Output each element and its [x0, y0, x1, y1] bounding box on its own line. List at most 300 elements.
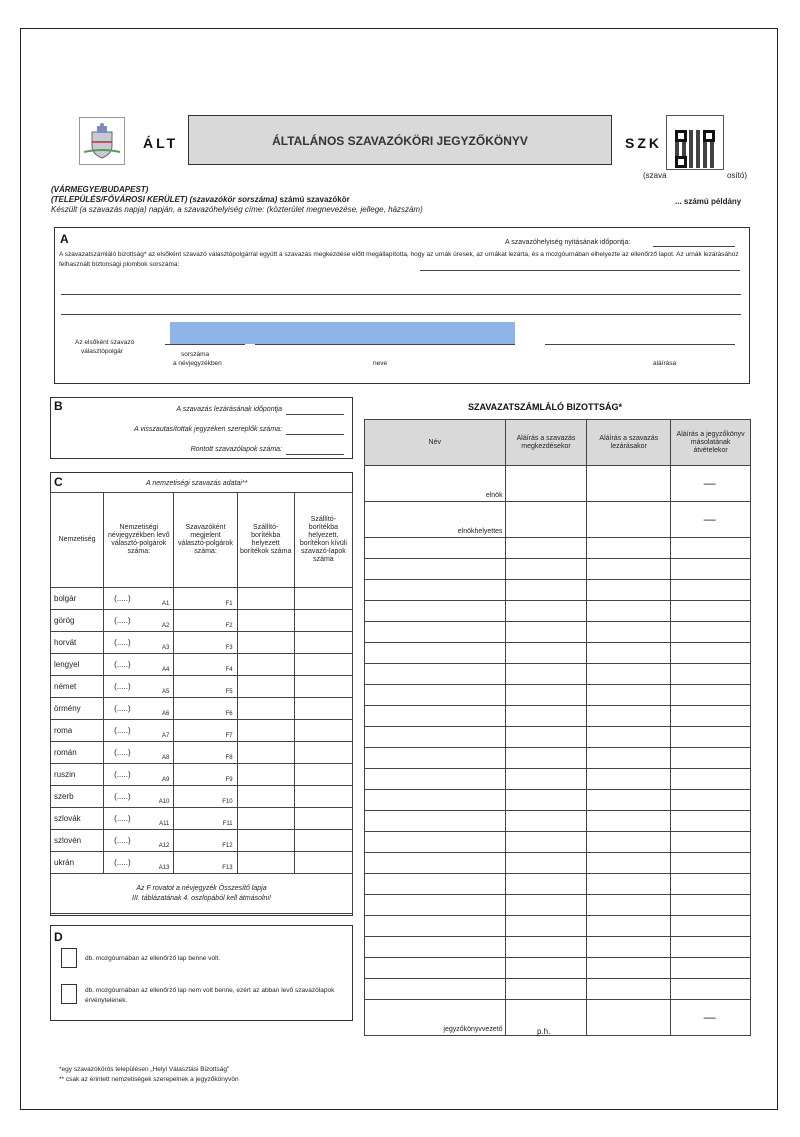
committee-row	[365, 1000, 751, 1036]
member-name-field[interactable]	[365, 727, 506, 748]
sign-copy-field[interactable]	[671, 685, 751, 706]
d-item-1: db. mozgóurnában az ellenőrző lap benne volt.	[85, 955, 221, 962]
c-header-loose-ballots: Szállító-borítékba helyezett, borítékon kívüli szavazó-lapok száma	[294, 493, 352, 588]
sign-copy-field[interactable]	[671, 748, 751, 769]
c-header-registered: Nemzetiségi névjegyzékben levő választó-polgárok száma:	[104, 493, 174, 588]
member-name-field[interactable]	[365, 832, 506, 853]
registered-dots: (.....)	[114, 659, 131, 669]
header-left-code: ÁLT	[143, 135, 179, 151]
sign-close-field[interactable]	[587, 979, 671, 1000]
sign-close-field[interactable]	[587, 937, 671, 958]
member-name-field[interactable]	[365, 664, 506, 685]
sign-start-field[interactable]	[505, 895, 587, 916]
registered-code: A8	[162, 755, 170, 761]
member-name-field[interactable]	[365, 538, 506, 559]
sign-copy-field[interactable]	[671, 580, 751, 601]
registered-dots: (.....)	[114, 637, 131, 647]
appeared-code: F7	[225, 733, 233, 739]
envelopes-count-field[interactable]	[237, 720, 294, 742]
appeared-count-field[interactable]	[174, 588, 237, 610]
document-page	[20, 28, 778, 1110]
col-number-label-1: sorszáma	[181, 351, 210, 358]
loose-ballots-count-field[interactable]	[294, 698, 352, 720]
header-right-code: SZK	[625, 135, 662, 151]
b-rejected-label: A visszautasítottak jegyzéken szereplők száma:	[134, 426, 282, 433]
b-closing-time-label: A szavazás lezárásának időpontja	[176, 406, 282, 413]
sign-start-field[interactable]	[505, 502, 587, 538]
sign-close-field[interactable]	[587, 706, 671, 727]
sign-close-field[interactable]	[587, 685, 671, 706]
nationality-name: ruszin	[51, 764, 104, 786]
committee-row	[365, 502, 751, 538]
committee-row	[365, 790, 751, 811]
registered-dots: (.....)	[114, 681, 131, 691]
qr-box	[666, 115, 724, 170]
section-a-letter: A	[60, 232, 69, 246]
sign-start-field[interactable]	[505, 916, 587, 937]
committee-row	[365, 706, 751, 727]
first-voter-signature-field[interactable]	[545, 344, 735, 345]
nationality-row	[51, 720, 353, 742]
sign-close-field[interactable]	[587, 1000, 671, 1036]
nationality-name: román	[51, 742, 104, 764]
envelopes-count-field[interactable]	[237, 808, 294, 830]
sign-close-field[interactable]	[587, 601, 671, 622]
appeared-count-field[interactable]	[174, 654, 237, 676]
sign-start-field[interactable]	[505, 937, 587, 958]
registered-count-field[interactable]	[104, 654, 174, 676]
role-chair: elnök	[485, 492, 503, 499]
sign-close-field[interactable]	[587, 958, 671, 979]
nationality-name: görög	[51, 610, 104, 632]
section-c-title: A nemzetiségi szavazás adatai**	[146, 480, 248, 487]
registered-code: A7	[162, 733, 170, 739]
col-signature-label: aláírása	[653, 360, 677, 367]
sign-close-field[interactable]	[587, 790, 671, 811]
committee-row	[365, 937, 751, 958]
loose-ballots-count-field[interactable]	[294, 742, 352, 764]
intro-made-on: Készült (a szavazás napja) napján, a szavazóhelyiség címe: (közterület megnevezése, jellege, házszám)	[51, 205, 423, 214]
member-name-field[interactable]	[365, 706, 506, 727]
registered-dots: (.....)	[114, 615, 131, 625]
committee-rows	[365, 466, 751, 1036]
stamp-label: p.h.	[537, 1027, 551, 1036]
appeared-code: F2	[225, 623, 233, 629]
nationality-row	[51, 698, 353, 720]
section-d-letter: D	[54, 930, 63, 944]
sign-start-field[interactable]	[505, 979, 587, 1000]
registered-code: A4	[162, 667, 170, 673]
appeared-code: F9	[225, 777, 233, 783]
registered-count-field[interactable]	[104, 742, 174, 764]
committee-row	[365, 895, 751, 916]
sign-copy-dash: —	[671, 466, 751, 502]
intro-settlement: (TELEPÜLÉS/FŐVÁROSI KERÜLET) (szavazókör sorszáma)	[51, 195, 278, 204]
appeared-count-field[interactable]	[174, 786, 237, 808]
sign-start-field[interactable]	[505, 832, 587, 853]
member-name-field[interactable]	[365, 1000, 506, 1036]
registered-count-field[interactable]	[104, 676, 174, 698]
sign-start-field[interactable]	[505, 811, 587, 832]
registered-dots: (.....)	[114, 857, 131, 867]
member-name-field[interactable]	[365, 466, 506, 502]
committee-row	[365, 769, 751, 790]
loose-ballots-count-field[interactable]	[294, 786, 352, 808]
copy-number-label: ... számú példány	[675, 197, 742, 206]
seal-numbers-line-3[interactable]	[61, 314, 741, 315]
member-name-field[interactable]	[365, 979, 506, 1000]
first-voter-label-1: Az elsőként szavazó	[75, 339, 135, 346]
nationality-row	[51, 610, 353, 632]
registered-code: A10	[158, 799, 170, 805]
appeared-count-field[interactable]	[174, 632, 237, 654]
appeared-code: F13	[222, 865, 233, 871]
sign-close-field[interactable]	[587, 895, 671, 916]
b-rejected-field[interactable]	[286, 434, 344, 435]
nationality-name: szerb	[51, 786, 104, 808]
appeared-code: F5	[225, 689, 233, 695]
registered-count-field[interactable]	[104, 830, 174, 852]
section-a-body: A szavazatszámláló bizottság* az elsőként szavazó választópolgárral együtt a szavazás megkezdése előtt megállapította, hogy az urnák üresek, az urnákat lezárta, és a mozgóurnában elhelyezte az ellenőrző lapot. Az urnák lezárásához felhasznált biztonsági plombok sorszáma:	[59, 251, 739, 268]
sign-close-field[interactable]	[587, 727, 671, 748]
loose-ballots-count-field[interactable]	[294, 852, 352, 874]
sign-start-field[interactable]	[505, 580, 587, 601]
opening-time-field[interactable]	[653, 246, 735, 247]
sign-close-field[interactable]	[587, 916, 671, 937]
registered-count-field[interactable]	[104, 632, 174, 654]
committee-title: SZAVAZATSZÁMLÁLÓ BIZOTTSÁG*	[468, 402, 622, 412]
sign-start-field[interactable]	[505, 853, 587, 874]
member-name-field[interactable]	[365, 685, 506, 706]
nationality-row	[51, 808, 353, 830]
sign-start-field[interactable]	[505, 466, 587, 502]
qr-caption-right: osító)	[727, 171, 748, 180]
sign-copy-field[interactable]	[671, 979, 751, 1000]
nationality-rows	[51, 588, 353, 874]
registered-code: A13	[158, 865, 170, 871]
registered-dots: (.....)	[114, 835, 131, 845]
envelopes-count-field[interactable]	[237, 676, 294, 698]
member-name-field[interactable]	[365, 769, 506, 790]
nationality-name: horvát	[51, 632, 104, 654]
committee-row	[365, 727, 751, 748]
sign-copy-field[interactable]	[671, 958, 751, 979]
redacted-voter-name	[170, 322, 515, 344]
sign-close-field[interactable]	[587, 622, 671, 643]
member-name-field[interactable]	[365, 811, 506, 832]
nationality-row	[51, 830, 353, 852]
nationality-row	[51, 742, 353, 764]
registered-dots: (.....)	[114, 703, 131, 713]
member-name-field[interactable]	[365, 643, 506, 664]
member-name-field[interactable]	[365, 874, 506, 895]
header-title: ÁLTALÁNOS SZAVAZÓKÖRI JEGYZŐKÖNYV	[272, 134, 528, 148]
sign-copy-field[interactable]	[671, 811, 751, 832]
sign-close-field[interactable]	[587, 664, 671, 685]
footnote-2: ** csak az érintett nemzetiségek szerepelnek a jegyzőkönyvön	[59, 1076, 239, 1083]
sign-close-field[interactable]	[587, 769, 671, 790]
sign-copy-field[interactable]	[671, 874, 751, 895]
sign-start-field[interactable]	[505, 706, 587, 727]
committee-table	[364, 419, 751, 1036]
sign-copy-field[interactable]	[671, 790, 751, 811]
coat-of-arms-logo	[79, 117, 125, 165]
committee-row	[365, 916, 751, 937]
envelopes-count-field[interactable]	[237, 830, 294, 852]
sign-start-field[interactable]	[505, 874, 587, 895]
member-name-field[interactable]	[365, 790, 506, 811]
sign-start-field[interactable]	[505, 538, 587, 559]
seal-numbers-field[interactable]	[420, 270, 740, 271]
appeared-count-field[interactable]	[174, 808, 237, 830]
loose-ballots-count-field[interactable]	[294, 676, 352, 698]
qr-caption-left: (szava	[643, 171, 667, 180]
member-name-field[interactable]	[365, 916, 506, 937]
registered-count-field[interactable]	[104, 698, 174, 720]
envelopes-count-field[interactable]	[237, 764, 294, 786]
sign-copy-field[interactable]	[671, 937, 751, 958]
registered-count-field[interactable]	[104, 852, 174, 874]
nationality-row	[51, 764, 353, 786]
member-name-field[interactable]	[365, 580, 506, 601]
sign-close-field[interactable]	[587, 643, 671, 664]
appeared-code: F6	[225, 711, 233, 717]
appeared-count-field[interactable]	[174, 852, 237, 874]
sign-start-field[interactable]	[505, 748, 587, 769]
sign-copy-field[interactable]	[671, 706, 751, 727]
committee-row	[365, 853, 751, 874]
nationality-name: lengyel	[51, 654, 104, 676]
committee-row	[365, 958, 751, 979]
member-name-field[interactable]	[365, 895, 506, 916]
registered-code: A3	[162, 645, 170, 651]
loose-ballots-count-field[interactable]	[294, 610, 352, 632]
sign-copy-field[interactable]	[671, 601, 751, 622]
section-a	[54, 227, 750, 384]
intro-settlement-line	[51, 195, 350, 205]
b-spoiled-label: Rontott szavazólapok száma:	[190, 446, 282, 453]
registered-count-field[interactable]	[104, 786, 174, 808]
nationality-table	[50, 492, 353, 914]
appeared-count-field[interactable]	[174, 676, 237, 698]
member-name-field[interactable]	[365, 559, 506, 580]
registered-code: A5	[162, 689, 170, 695]
sign-copy-field[interactable]	[671, 916, 751, 937]
s-header-copy: Aláírás a jegyzőkönyv másolatának átvételekor	[671, 420, 751, 466]
sign-close-field[interactable]	[587, 502, 671, 538]
committee-row	[365, 643, 751, 664]
appeared-code: F1	[225, 601, 233, 607]
c-header-appeared: Szavazóként megjelent választó-polgárok száma:	[174, 493, 237, 588]
member-name-field[interactable]	[365, 853, 506, 874]
sign-copy-field[interactable]	[671, 622, 751, 643]
sign-start-field[interactable]	[505, 727, 587, 748]
section-c-letter: C	[54, 475, 63, 489]
appeared-code: F10	[222, 799, 233, 805]
sign-close-field[interactable]	[587, 811, 671, 832]
c-note-line-2: III. táblázatának 4. oszlopából kell átmásolni!	[132, 894, 271, 902]
envelopes-count-field[interactable]	[237, 698, 294, 720]
sign-copy-field[interactable]	[671, 643, 751, 664]
registered-count-field[interactable]	[104, 720, 174, 742]
envelopes-count-field[interactable]	[237, 852, 294, 874]
member-name-field[interactable]	[365, 502, 506, 538]
loose-ballots-count-field[interactable]	[294, 764, 352, 786]
sign-close-field[interactable]	[587, 874, 671, 895]
envelopes-count-field[interactable]	[237, 654, 294, 676]
intro-county: (VÁRMEGYE/BUDAPEST)	[51, 185, 149, 194]
loose-ballots-count-field[interactable]	[294, 632, 352, 654]
member-name-field[interactable]	[365, 622, 506, 643]
committee-row	[365, 748, 751, 769]
registered-dots: (.....)	[114, 769, 131, 779]
committee-row	[365, 811, 751, 832]
s-header-name: Név	[365, 420, 506, 466]
sign-close-field[interactable]	[587, 853, 671, 874]
c-header-nationality: Nemzetiség	[51, 493, 104, 588]
nationality-name: német	[51, 676, 104, 698]
appeared-code: F3	[225, 645, 233, 651]
committee-row	[365, 685, 751, 706]
committee-row	[365, 979, 751, 1000]
sign-copy-field[interactable]	[671, 832, 751, 853]
appeared-count-field[interactable]	[174, 698, 237, 720]
nationality-name: szlovén	[51, 830, 104, 852]
header-title-box	[188, 115, 612, 165]
loose-ballots-count-field[interactable]	[294, 654, 352, 676]
registered-code: A1	[162, 601, 170, 607]
committee-row	[365, 874, 751, 895]
section-b-letter: B	[54, 399, 63, 413]
col-name-label: neve	[373, 360, 388, 367]
s-header-close: Aláírás a szavazás lezárásakor	[587, 420, 671, 466]
appeared-code: F4	[225, 667, 233, 673]
section-c	[50, 472, 353, 916]
section-b	[50, 397, 353, 459]
member-name-field[interactable]	[365, 748, 506, 769]
role-vice-chair: elnökhelyettes	[457, 528, 503, 535]
sign-copy-field[interactable]	[671, 559, 751, 580]
appeared-code: F12	[222, 843, 233, 849]
nationality-row	[51, 632, 353, 654]
envelopes-count-field[interactable]	[237, 742, 294, 764]
role-recorder: jegyzőkönyvvezető	[443, 1026, 503, 1033]
committee-row	[365, 622, 751, 643]
appeared-count-field[interactable]	[174, 720, 237, 742]
seal-numbers-line-2[interactable]	[61, 294, 741, 295]
envelopes-count-field[interactable]	[237, 610, 294, 632]
committee-row	[365, 580, 751, 601]
intro-district-suffix: számú szavazókör	[277, 195, 350, 204]
b-closing-time-field[interactable]	[286, 414, 344, 415]
sign-start-field[interactable]	[505, 769, 587, 790]
appeared-count-field[interactable]	[174, 610, 237, 632]
sign-start-field[interactable]	[505, 958, 587, 979]
loose-ballots-count-field[interactable]	[294, 808, 352, 830]
first-voter-number-field[interactable]	[165, 344, 245, 345]
first-voter-label-2: választópolgár	[81, 348, 123, 355]
registered-code: A6	[162, 711, 170, 717]
c-header-envelopes: Szállító-borítékba helyezett borítékok száma	[237, 493, 294, 588]
registered-count-field[interactable]	[104, 764, 174, 786]
sign-start-field[interactable]	[505, 622, 587, 643]
nationality-name: bolgár	[51, 588, 104, 610]
loose-ballots-count-field[interactable]	[294, 830, 352, 852]
sign-copy-field[interactable]	[671, 664, 751, 685]
registered-code: A2	[162, 623, 170, 629]
sign-close-field[interactable]	[587, 559, 671, 580]
sign-start-field[interactable]	[505, 664, 587, 685]
registered-dots: (.....)	[114, 813, 131, 823]
registered-dots: (.....)	[114, 791, 131, 801]
sign-copy-dash: —	[671, 1000, 751, 1036]
sign-copy-field[interactable]	[671, 769, 751, 790]
member-name-field[interactable]	[365, 937, 506, 958]
col-number-label-2: a névjegyzékben	[173, 360, 222, 367]
envelopes-count-field[interactable]	[237, 786, 294, 808]
appeared-count-field[interactable]	[174, 742, 237, 764]
appeared-code: F8	[225, 755, 233, 761]
sign-close-field[interactable]	[587, 748, 671, 769]
appeared-count-field[interactable]	[174, 830, 237, 852]
nationality-row	[51, 654, 353, 676]
sign-copy-field[interactable]	[671, 895, 751, 916]
sign-close-field[interactable]	[587, 538, 671, 559]
registered-code: A12	[158, 843, 170, 849]
registered-count-field[interactable]	[104, 808, 174, 830]
sign-start-field[interactable]	[505, 685, 587, 706]
member-name-field[interactable]	[365, 958, 506, 979]
sign-copy-field[interactable]	[671, 727, 751, 748]
sign-close-field[interactable]	[587, 832, 671, 853]
sign-start-field[interactable]	[505, 559, 587, 580]
envelopes-count-field[interactable]	[237, 632, 294, 654]
nationality-name: örmény	[51, 698, 104, 720]
sign-start-field[interactable]	[505, 601, 587, 622]
sign-close-field[interactable]	[587, 466, 671, 502]
c-note	[51, 874, 353, 914]
sign-start-field[interactable]	[505, 790, 587, 811]
first-voter-name-field[interactable]	[255, 344, 515, 345]
sign-start-field[interactable]	[505, 643, 587, 664]
registered-code: A9	[162, 777, 170, 783]
d-checkbox-2[interactable]	[61, 984, 77, 1004]
loose-ballots-count-field[interactable]	[294, 720, 352, 742]
registered-count-field[interactable]	[104, 588, 174, 610]
envelopes-count-field[interactable]	[237, 588, 294, 610]
section-d	[50, 925, 353, 1021]
footnote-1: *egy szavazókörös településen „Helyi Választási Bizottság"	[59, 1066, 230, 1073]
sign-close-field[interactable]	[587, 580, 671, 601]
committee-row	[365, 466, 751, 502]
registered-count-field[interactable]	[104, 610, 174, 632]
opening-time-label: A szavazóhelyiség nyitásának időpontja:	[505, 239, 631, 246]
nationality-row	[51, 786, 353, 808]
registered-dots: (.....)	[114, 725, 131, 735]
loose-ballots-count-field[interactable]	[294, 588, 352, 610]
b-spoiled-field[interactable]	[286, 454, 344, 455]
nationality-name: roma	[51, 720, 104, 742]
sign-copy-field[interactable]	[671, 538, 751, 559]
sign-copy-field[interactable]	[671, 853, 751, 874]
member-name-field[interactable]	[365, 601, 506, 622]
d-checkbox-1[interactable]	[61, 948, 77, 968]
appeared-count-field[interactable]	[174, 764, 237, 786]
committee-row	[365, 559, 751, 580]
nationality-row	[51, 676, 353, 698]
registered-dots: (.....)	[114, 747, 131, 757]
registered-code: A11	[159, 821, 170, 827]
